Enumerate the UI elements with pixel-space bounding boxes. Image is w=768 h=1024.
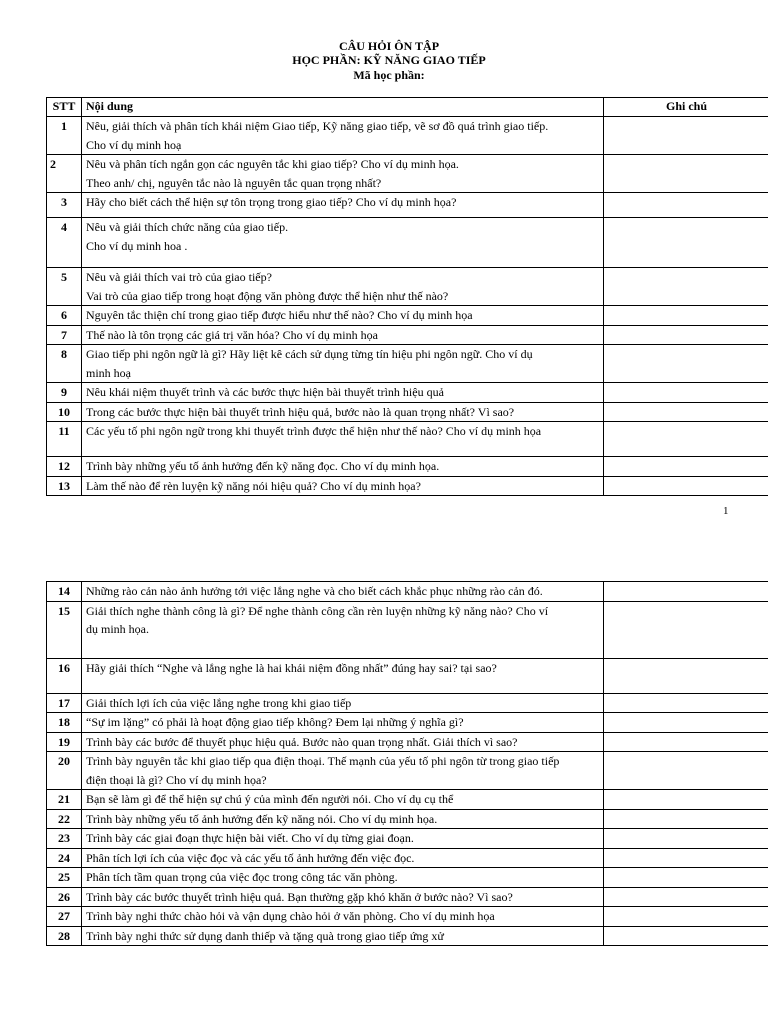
question-number: 1 — [47, 117, 82, 155]
question-text — [82, 306, 604, 326]
table-row — [47, 582, 768, 602]
note-cell — [604, 476, 768, 496]
note-cell — [604, 809, 768, 829]
table-row — [47, 268, 768, 306]
question-text — [82, 193, 604, 218]
question-number: 15 — [47, 601, 82, 658]
question-text-line: Bạn sẽ làm gì để thể hiện sự chú ý của mình đến người nói. Cho ví dụ cụ thể — [86, 792, 454, 806]
question-text-line: Nêu khái niệm thuyết trình và các bước thực hiện bài thuyết trình hiệu quả — [86, 385, 444, 399]
table-row — [47, 383, 768, 403]
column-header-stt: STT — [47, 98, 82, 117]
question-text-line: Phân tích tầm quan trọng của việc đọc trong công tác văn phòng. — [86, 870, 398, 884]
question-number: 17 — [47, 693, 82, 713]
note-cell — [604, 457, 768, 477]
questions-table-page-2 — [46, 581, 768, 946]
question-number: 20 — [47, 752, 82, 790]
question-text — [82, 383, 604, 403]
note-cell — [604, 345, 768, 383]
question-text — [82, 422, 604, 457]
column-header-content: Nội dung — [82, 98, 604, 117]
question-text-line: Trình bày các bước thuyết trình hiệu quả. Bạn thường gặp khó khăn ở bước nào? Vì sao? — [86, 889, 513, 904]
question-number: 7 — [47, 325, 82, 345]
note-cell — [604, 713, 768, 733]
question-number: 21 — [47, 790, 82, 810]
question-text — [82, 732, 604, 752]
note-cell — [604, 325, 768, 345]
note-cell — [604, 268, 768, 306]
question-text — [82, 345, 604, 383]
question-text-line: Trình bày nghi thức sử dụng danh thiếp và tặng quà trong giao tiếp ứng xử — [86, 928, 444, 943]
question-text-line: Cho ví dụ minh hoạ — [86, 137, 182, 152]
question-number: 24 — [47, 848, 82, 868]
question-text — [82, 601, 604, 658]
question-number: 23 — [47, 829, 82, 849]
note-cell — [604, 193, 768, 218]
question-number: 28 — [47, 926, 82, 946]
question-text — [82, 887, 604, 907]
note-cell — [604, 383, 768, 403]
table-row — [47, 713, 768, 733]
question-text-line: Nêu, giải thích và phân tích khái niệm Giao tiếp, Kỹ năng giao tiếp, vẽ sơ đồ quá trình giao tiếp. — [86, 119, 549, 133]
note-cell — [604, 658, 768, 693]
question-text-line: Theo anh/ chị, nguyên tắc nào là nguyên tắc quan trọng nhất? — [86, 175, 382, 190]
table-row — [47, 868, 768, 888]
table-row — [47, 829, 768, 849]
question-text-line: Nêu và giải thích vai trò của giao tiếp? — [86, 270, 272, 284]
question-text — [82, 582, 604, 602]
question-number: 18 — [47, 713, 82, 733]
question-text-line: Những rào cản nào ảnh hưởng tới việc lắng nghe và cho biết cách khắc phục những rào cản đó. — [86, 584, 543, 598]
question-text-line: Phân tích lợi ích của việc đọc và các yếu tố ảnh hưởng đến việc đọc. — [86, 850, 415, 865]
question-number: 2 — [47, 155, 82, 193]
note-cell — [604, 887, 768, 907]
questions-table-page-1 — [46, 97, 768, 496]
question-text — [82, 325, 604, 345]
question-text — [82, 476, 604, 496]
question-text-line: Trình bày các giai đoạn thực hiện bài viết. Cho ví dụ từng giai đoạn. — [86, 831, 414, 845]
table-row — [47, 693, 768, 713]
question-number: 25 — [47, 868, 82, 888]
note-cell — [604, 402, 768, 422]
table-row — [47, 155, 768, 193]
question-number: 8 — [47, 345, 82, 383]
note-cell — [604, 218, 768, 268]
table-row — [47, 476, 768, 496]
question-text — [82, 868, 604, 888]
table-header-row — [47, 98, 768, 117]
course-name: HỌC PHẦN: KỸ NĂNG GIAO TIẾP — [292, 53, 486, 67]
table-row — [47, 752, 768, 790]
question-text-line: điện thoại là gì? Cho ví dụ minh họa? — [86, 772, 267, 787]
note-cell — [604, 829, 768, 849]
table-row — [47, 809, 768, 829]
note-cell — [604, 907, 768, 927]
question-text — [82, 117, 604, 155]
question-number: 14 — [47, 582, 82, 602]
question-text-line: Làm thế nào để rèn luyện kỹ năng nói hiệu quả? Cho ví dụ minh họa? — [86, 478, 421, 493]
question-text — [82, 752, 604, 790]
question-text — [82, 926, 604, 946]
question-text — [82, 848, 604, 868]
question-text-line: Trình bày những yếu tố ảnh hưởng đến kỹ năng nói. Cho ví dụ minh họa. — [86, 811, 438, 826]
question-text — [82, 907, 604, 927]
question-number: 13 — [47, 476, 82, 496]
table-row — [47, 887, 768, 907]
note-cell — [604, 422, 768, 457]
question-text-line: Hãy cho biết cách thể hiện sự tôn trọng trong giao tiếp? Cho ví dụ minh họa? — [86, 195, 457, 209]
question-text-line: Nguyên tắc thiện chí trong giao tiếp được hiểu như thế nào? Cho ví dụ minh họa — [86, 308, 473, 322]
question-number: 11 — [47, 422, 82, 457]
question-text — [82, 693, 604, 713]
table-row — [47, 306, 768, 326]
question-number: 10 — [47, 402, 82, 422]
table-row — [47, 422, 768, 457]
question-text — [82, 218, 604, 268]
table-row — [47, 218, 768, 268]
question-number: 9 — [47, 383, 82, 403]
question-text — [82, 268, 604, 306]
question-text-line: Giải thích lợi ích của việc lắng nghe trong khi giao tiếp — [86, 695, 352, 710]
question-number: 4 — [47, 218, 82, 268]
document-title: CÂU HỎI ÔN TẬP — [338, 39, 440, 53]
note-cell — [604, 926, 768, 946]
table-row — [47, 926, 768, 946]
question-number: 3 — [47, 193, 82, 218]
page-number: 1 — [723, 505, 729, 517]
question-text-line: Trình bày nguyên tắc khi giao tiếp qua điện thoại. Thế mạnh của yếu tố phi ngôn từ trong giao tiếp — [86, 754, 560, 768]
table-row — [47, 457, 768, 477]
note-cell — [604, 848, 768, 868]
table-row — [47, 601, 768, 658]
table-row — [47, 325, 768, 345]
table-row — [47, 345, 768, 383]
note-cell — [604, 117, 768, 155]
note-cell — [604, 790, 768, 810]
question-text-line: Trong các bước thực hiện bài thuyết trình hiệu quả, bước nào là quan trọng nhất? Vì sao? — [86, 404, 515, 419]
note-cell — [604, 582, 768, 602]
question-text-line: “Sự im lặng” có phải là hoạt động giao tiếp không? Đem lại những ý nghĩa gì? — [86, 715, 464, 729]
question-text — [82, 402, 604, 422]
question-text-line: Thế nào là tôn trọng các giá trị văn hóa? Cho ví dụ minh họa — [86, 327, 378, 342]
question-number: 22 — [47, 809, 82, 829]
question-text-line: Trình bày những yếu tố ảnh hưởng đến kỹ năng đọc. Cho ví dụ minh họa. — [86, 459, 440, 473]
question-text — [82, 713, 604, 733]
question-text — [82, 809, 604, 829]
question-text — [82, 658, 604, 693]
question-number: 16 — [47, 658, 82, 693]
table-row — [47, 848, 768, 868]
note-cell — [604, 306, 768, 326]
note-cell — [604, 601, 768, 658]
question-text-line: Hãy giải thích “Nghe và lắng nghe là hai khái niệm đồng nhất” đúng hay sai? tại sao? — [86, 660, 497, 675]
question-text-line: Vai trò của giao tiếp trong hoạt động văn phòng được thể hiện như thế nào? — [86, 288, 449, 303]
table-row — [47, 907, 768, 927]
question-text-line: Trình bày các bước để thuyết phục hiệu quả. Bước nào quan trọng nhất. Giải thích vì sao? — [86, 734, 518, 749]
note-cell — [604, 155, 768, 193]
question-number: 12 — [47, 457, 82, 477]
question-text — [82, 790, 604, 810]
question-number: 26 — [47, 887, 82, 907]
question-text — [82, 829, 604, 849]
question-text-line: Trình bày nghi thức chào hỏi và vận dụng chào hỏi ở văn phòng. Cho ví dụ minh họa — [86, 909, 495, 923]
table-row — [47, 117, 768, 155]
question-text-line: Giải thích nghe thành công là gì? Để nghe thành công cần rèn luyện những kỹ năng nào? Cho ví — [86, 603, 549, 618]
question-text — [82, 457, 604, 477]
note-cell — [604, 732, 768, 752]
question-text-line: Cho ví dụ minh hoa . — [86, 238, 188, 253]
question-number: 19 — [47, 732, 82, 752]
column-header-note: Ghi chú — [604, 98, 768, 117]
question-text-line: Các yếu tố phi ngôn ngữ trong khi thuyết trình được thể hiện như thế nào? Cho ví dụ minh họa — [86, 424, 542, 438]
question-number: 5 — [47, 268, 82, 306]
table-row — [47, 193, 768, 218]
question-text — [82, 155, 604, 193]
question-text-line: minh hoạ — [86, 365, 131, 380]
note-cell — [604, 752, 768, 790]
course-code-label: Mã học phần: — [353, 68, 425, 82]
table-row — [47, 402, 768, 422]
question-text-line: dụ minh họa. — [86, 622, 149, 636]
note-cell — [604, 868, 768, 888]
table-row — [47, 732, 768, 752]
table-row — [47, 790, 768, 810]
question-text-line: Nêu và phân tích ngắn gọn các nguyên tắc khi giao tiếp? Cho ví dụ minh họa. — [86, 157, 459, 171]
note-cell — [604, 693, 768, 713]
question-number: 6 — [47, 306, 82, 326]
question-text-line: Nêu và giải thích chức năng của giao tiếp. — [86, 220, 289, 234]
table-row — [47, 658, 768, 693]
question-number: 27 — [47, 907, 82, 927]
question-text-line: Giao tiếp phi ngôn ngữ là gì? Hãy liệt kê cách sử dụng từng tín hiệu phi ngôn ngữ. Cho ví dụ — [86, 347, 533, 361]
